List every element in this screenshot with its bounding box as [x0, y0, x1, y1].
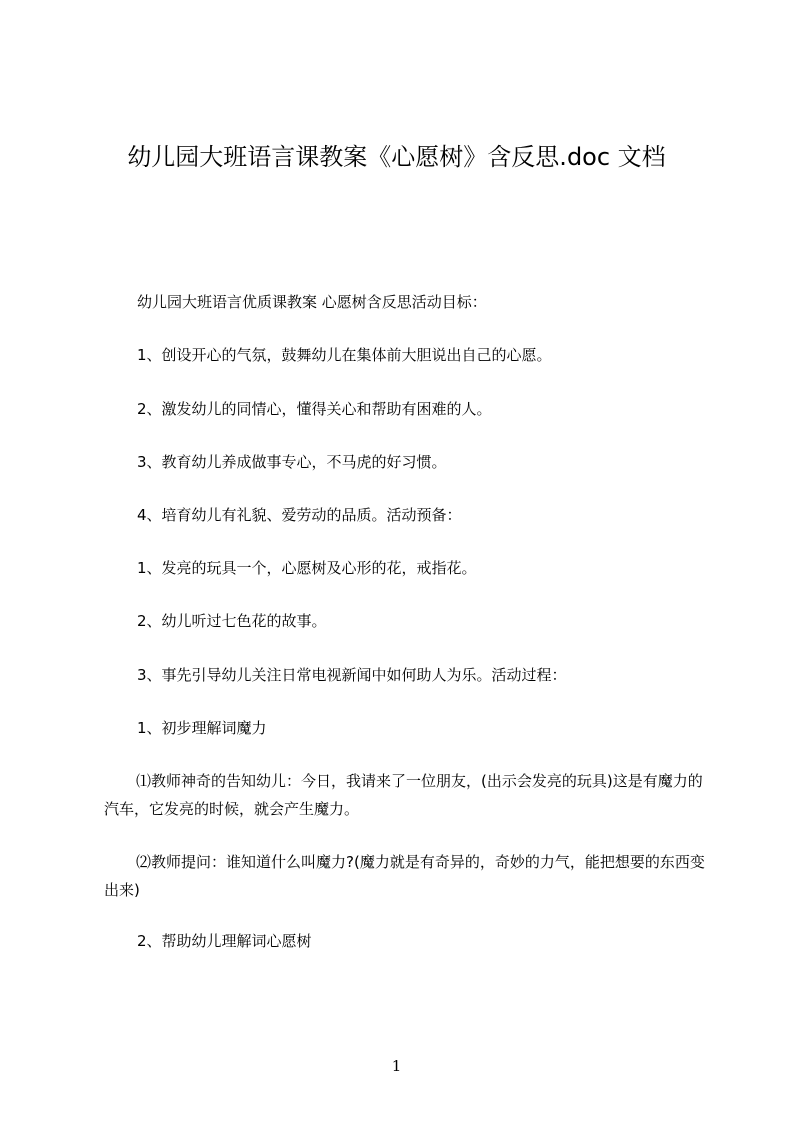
goal-item-2: 2、激发幼儿的同情心，懂得关心和帮助有困难的人。	[137, 400, 492, 418]
goal-item-4: 4、培育幼儿有礼貌、爱劳动的品质。活动预备：	[137, 506, 462, 524]
process-substep-1-text: ⑴教师神奇的告知幼儿：今日，我请来了一位朋友，(出示会发亮的玩具)这是有魔力的汽车，它发亮的时候，就会产生魔力。	[104, 772, 703, 818]
prep-item-2: 2、幼儿听过七色花的故事。	[137, 612, 327, 630]
process-substep-2	[104, 848, 716, 904]
page-number: 1	[391, 1057, 402, 1075]
page-title: 幼儿园大班语言课教案《心愿树》含反思.doc 文档	[127, 143, 666, 171]
goal-item-1: 1、创设开心的气氛，鼓舞幼儿在集体前大胆说出自己的心愿。	[137, 346, 552, 364]
process-step-2: 2、帮助幼儿理解词心愿树	[137, 932, 312, 950]
process-step-1: 1、初步理解词魔力	[137, 719, 267, 737]
prep-item-1: 1、发亮的玩具一个，心愿树及心形的花，戒指花。	[137, 559, 477, 577]
goal-item-3: 3、教育幼儿养成做事专心，不马虎的好习惯。	[137, 453, 447, 471]
process-substep-2-text: ⑵教师提问：谁知道什么叫魔力?(魔力就是有奇异的，奇妙的力气，能把想要的东西变出来)	[104, 853, 705, 899]
process-substep-1	[104, 767, 716, 823]
intro-paragraph: 幼儿园大班语言优质课教案 心愿树含反思活动目标：	[137, 293, 487, 311]
prep-item-3: 3、事先引导幼儿关注日常电视新闻中如何助人为乐。活动过程：	[137, 666, 567, 684]
